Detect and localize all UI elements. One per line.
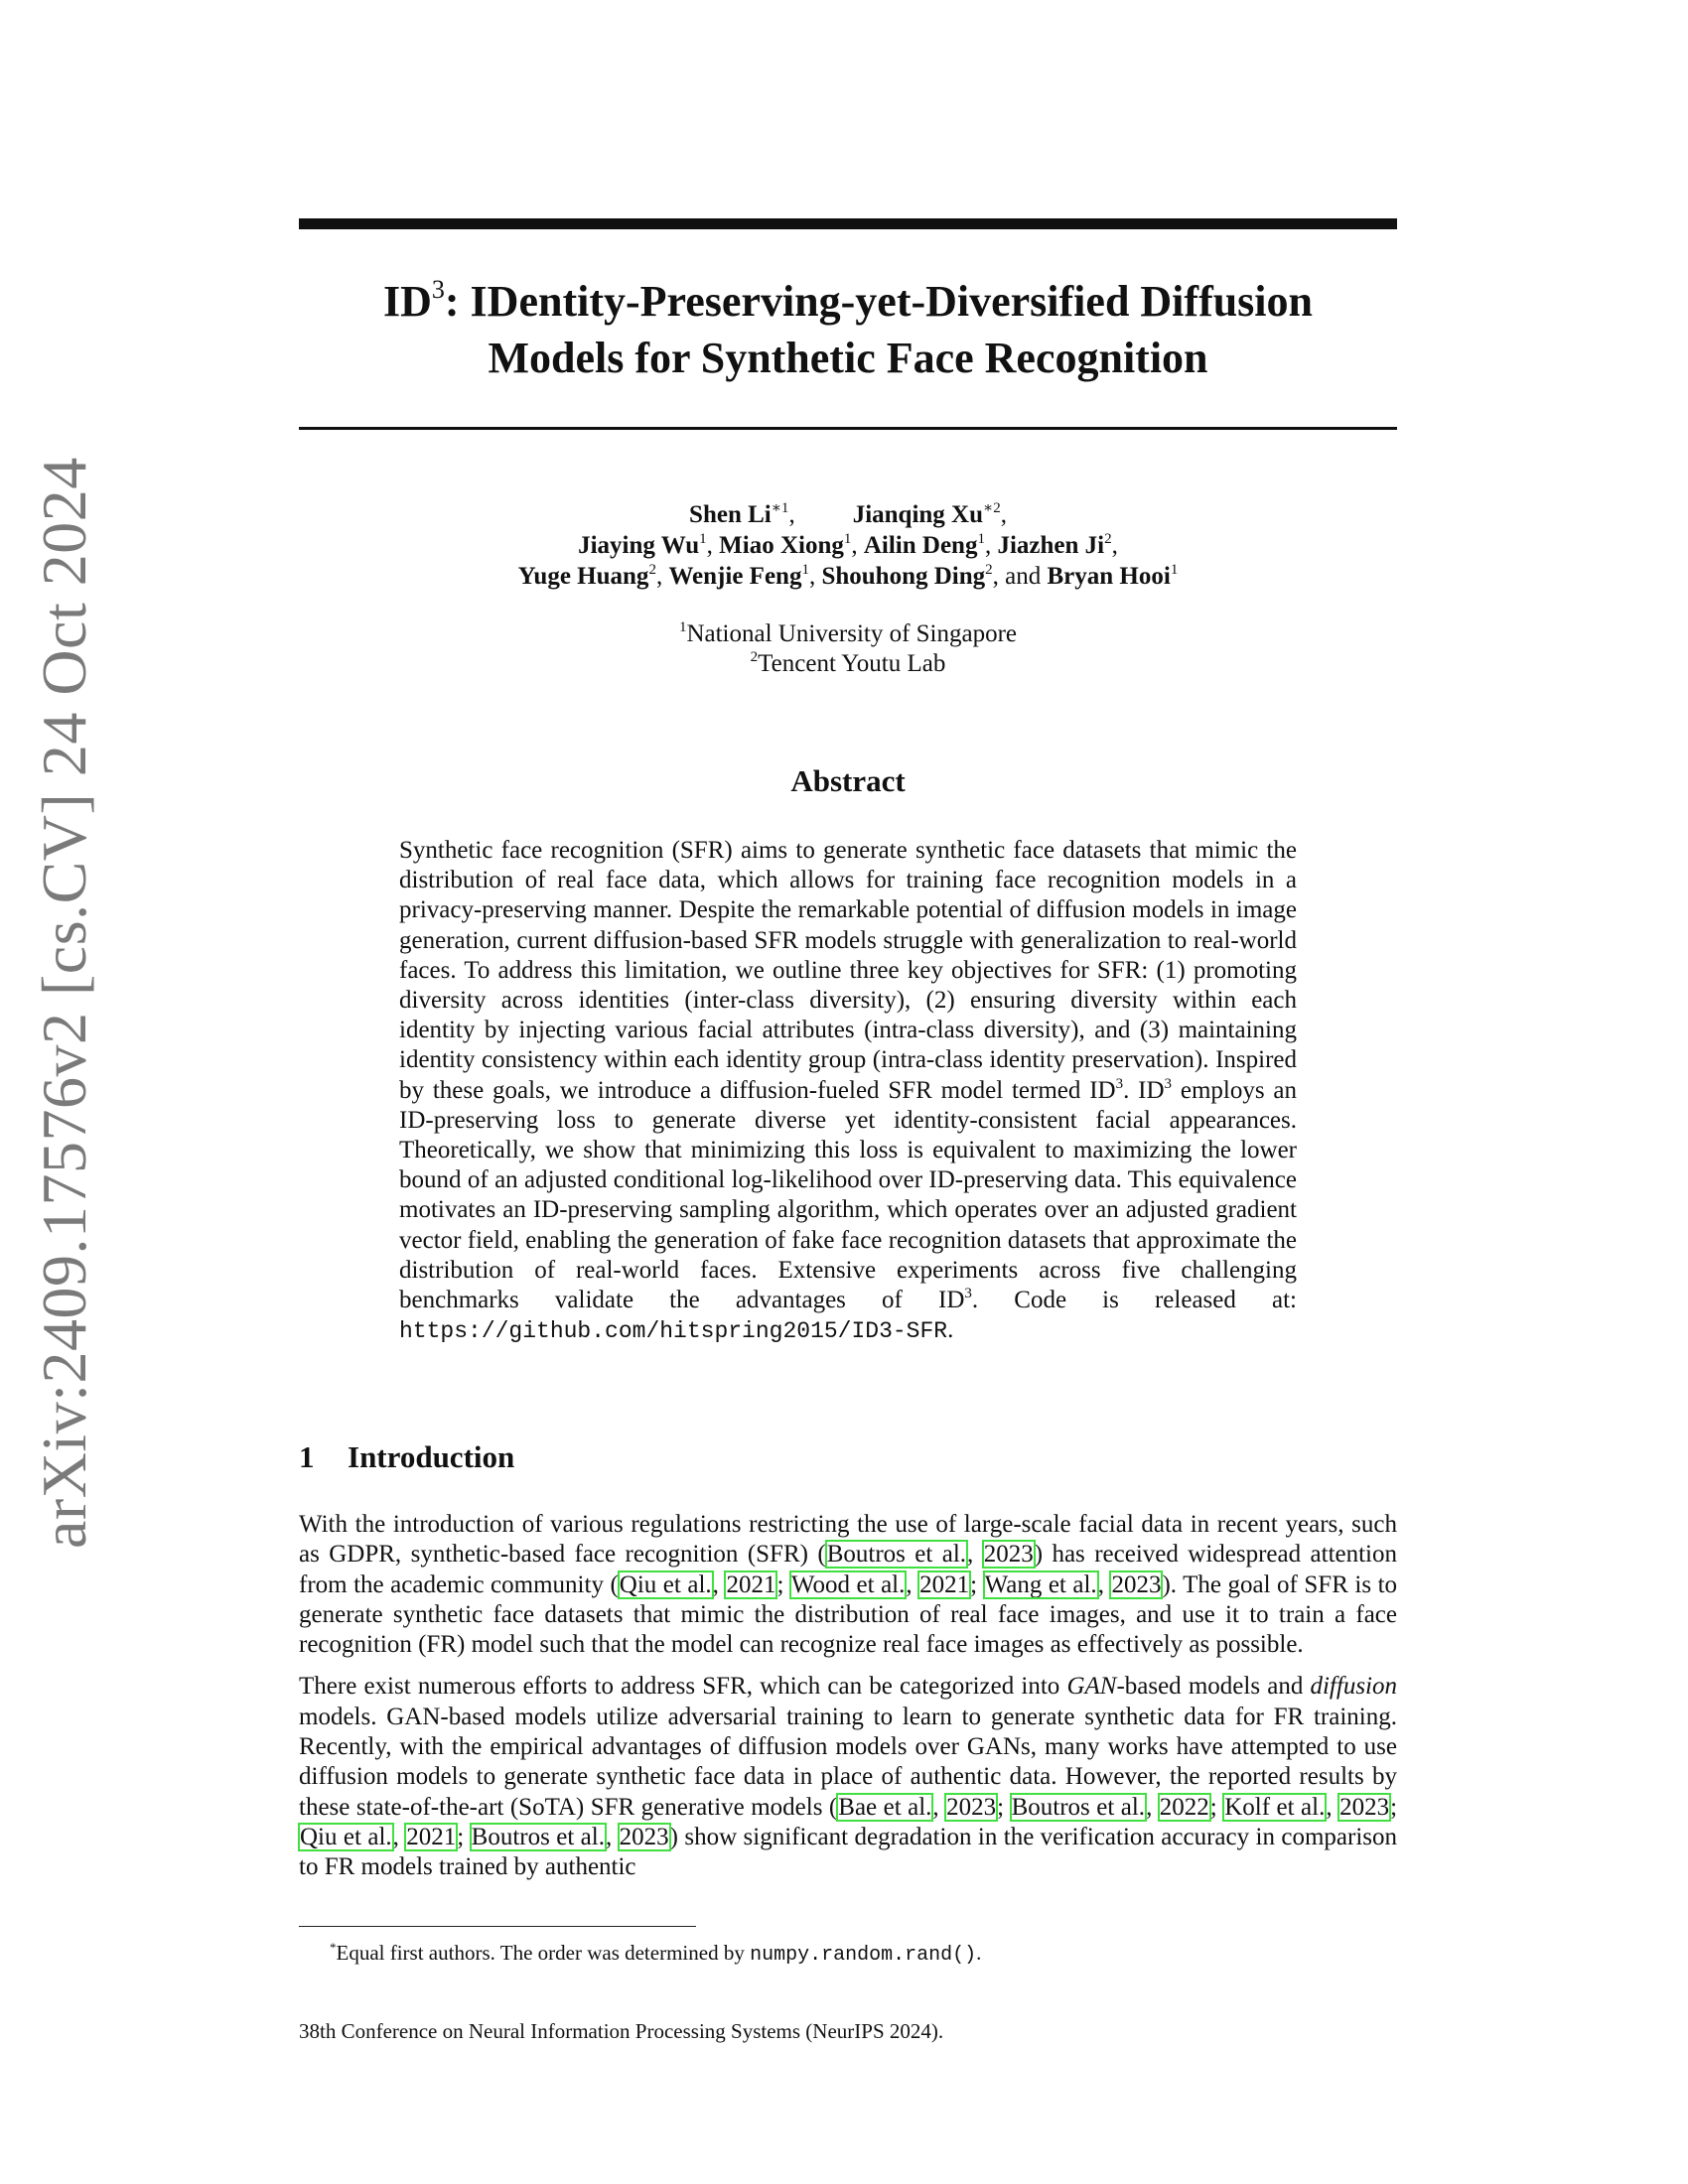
intro-text: With the introduction of various regulations restricting the use of large-scale facial data in recent years, such as GDPR, synthetic-based face recognition (SFR) ( [299,1511,1397,1569]
author-name: Jiazhen Ji [997,532,1105,559]
footnote-mark: * [330,1940,337,1955]
author-name: Jianqing Xu [852,501,983,528]
citation-link[interactable]: Qiu et al. [619,1570,712,1598]
author-mark: 1 [699,531,707,547]
affiliation-name: Tencent Youtu Lab [758,650,946,677]
footnote-text: . [976,1941,982,1965]
citation-link[interactable]: 2023 [1339,1793,1390,1821]
author-name: Shen Li [689,501,772,528]
abstract-body [399,836,1297,1346]
section-number: 1 [299,1439,315,1474]
author-name: Shouhong Ding [821,563,986,590]
intro-text: There exist numerous efforts to address SFR, which can be categorized into [299,1673,1067,1701]
author-mark: 1 [801,562,809,578]
citation-separator: ; [1390,1793,1398,1821]
citation-separator: , [712,1570,726,1598]
affiliation-mark: 2 [750,649,759,665]
arxiv-identifier: arXiv:2409.17576v2 [cs.CV] 24 Oct 2024 [29,457,99,1549]
citation-link[interactable]: 2023 [983,1541,1034,1569]
citation-separator: ; [1209,1793,1224,1821]
affiliation-name: National University of Singapore [686,620,1018,647]
abstract-text: . [947,1316,954,1344]
author-name: Miao Xiong [719,532,844,559]
citation-separator: , [392,1823,406,1850]
author-name: Bryan Hooi [1047,563,1171,590]
citation-link[interactable]: 2021 [919,1570,970,1598]
citation-link[interactable]: 2023 [619,1823,669,1850]
author-list: Shen $Li^{∗1}$, Jianqing $Xu^{∗2}$, Jiaying Wu$^1$, Miao Xiong$^1$, Ailin Deng$^1$, Jiazhen Ji$^2$, Yuge Huang$^2$, Wenjie Feng$^1$, Shouhong Ding$^2$, and Bryan Hooi$^1$ [517,500,1179,590]
citation-separator: , [1097,1570,1111,1598]
venue-line: 38th Conference on Neural Information Processing Systems (NeurIPS 2024). [299,2019,944,2043]
author-mark: 2 [648,562,656,578]
citation-link[interactable]: Kolf et al. [1224,1793,1326,1821]
abstract-text: . ID [1123,1076,1165,1104]
introduction-body [299,1510,1397,1895]
author-mark: 1 [1170,562,1179,578]
intro-text: models. GAN-based models utilize adversarial training to learn to generate synthetic data for FR training. Recently, with the empirical advantages of diffusion models over GANs, many works have attempted to use diffusion models to generate synthetic face data in place of authentic data. However, the reported results by these state-of-the-art (SoTA) SFR generative models ( [299,1703,1397,1821]
citation-separator: ; [457,1823,471,1850]
citation-link[interactable]: Wood et al. [790,1570,906,1598]
affiliation-mark: 1 [678,619,687,635]
author-name: Wenjie Feng [668,563,802,590]
abstract-superscript: 3 [1115,1075,1124,1092]
footnote-rule [299,1926,696,1927]
abstract-text: . Code is released at: [971,1287,1297,1314]
citation-link[interactable]: 2023 [946,1793,997,1821]
citation-separator: , [1326,1793,1339,1821]
citation-separator: ; [970,1570,984,1598]
intro-text: ) has received widespread attention from the academic community ( [299,1541,1398,1598]
citation-separator: ; [776,1570,790,1598]
author-mark: 1 [977,531,985,547]
code-link[interactable]: https://github.com/hitspring2015/ID3-SFR [399,1318,948,1345]
author-mark: 1 [843,531,852,547]
intro-paragraph [299,1672,1397,1882]
title-bottom-rule [299,427,1397,430]
affiliations [299,619,1397,679]
footnote [330,1940,981,1969]
author-mark: ∗2 [983,500,1001,516]
title-id-superscript: 3 [431,275,445,304]
author-name: Ailin Deng [863,532,978,559]
title-id-prefix: ID [382,277,432,326]
abstract-superscript: 3 [1164,1075,1173,1092]
citation-link[interactable]: Bae et al. [838,1793,932,1821]
abstract-text: Synthetic face recognition (SFR) aims to generate synthetic face datasets that mimic the distribution of real face data, which allows for training face recognition models in a privacy-preserving manner. Despite the remarkable potential of diffusion models in image generation, current diffusion-based SFR models struggle with generalization to real-world faces. To address this limitation, we outline three key objectives for SFR: (1) promoting diversity across identities (inter-class diversity), (2) ensuring diversity within each identity by injecting various facial attributes (intra-class diversity), and (3) maintaining identity consistency within each identity group (intra-class identity preservation). Inspired by these goals, we introduce a diffusion-fueled SFR model termed ID [399,837,1297,1104]
affiliation-line [299,619,1397,649]
citation-link[interactable]: 2021 [726,1570,776,1598]
intro-emphasis: GAN [1066,1673,1117,1701]
citation-separator: , [605,1823,619,1850]
citation-link[interactable]: Qiu et al. [300,1823,392,1850]
title-top-rule [299,218,1397,229]
citation-separator: , [1146,1793,1159,1821]
citation-link[interactable]: Boutros et al. [1011,1793,1146,1821]
citation-separator: , [967,1541,983,1569]
footnote-code: numpy.random.rand() [750,1944,977,1967]
affiliation-line [299,649,1397,679]
intro-text: -based models and [1116,1673,1311,1701]
citation-link[interactable]: 2023 [1111,1570,1162,1598]
section-title: Introduction [348,1439,515,1474]
abstract-text: employs an ID-preserving loss to generate diverse yet identity-consistent facial appearances. Theoretically, we show that minimizing this loss is equivalent to maximizing the lower bound of an adjusted conditional log-likelihood over ID-preserving data. This equivalence motivates an ID-preserving sampling algorithm, which operates over an adjusted gradient vector field, enabling the generation of fake face recognition datasets that approximate the distribution of real-world faces. Extensive experiments across five challenging benchmarks validate the advantages of ID [399,1076,1297,1314]
citation-link[interactable]: 2022 [1159,1793,1209,1821]
intro-text: ) show significant degradation in the verification accuracy in comparison to FR models trained by authentic [299,1823,1398,1881]
author-mark: ∗1 [771,500,789,516]
paper-title [299,273,1397,386]
abstract-heading: Abstract [790,763,906,798]
abstract-superscript: 3 [964,1286,972,1302]
title-line2: Models for Synthetic Face Recognition [488,334,1208,382]
title-line1: : IDentity-Preserving-yet-Diversified Diffusion [444,277,1314,326]
author-mark: 2 [1104,531,1112,547]
citation-link[interactable]: Boutros et al. [826,1541,967,1569]
citation-separator: ; [997,1793,1011,1821]
citation-link[interactable]: 2021 [406,1823,457,1850]
citation-separator: , [906,1570,919,1598]
section-heading-introduction [299,1438,514,1476]
author-name: Jiaying Wu [578,532,700,559]
intro-emphasis: diffusion [1310,1673,1397,1701]
citation-link[interactable]: Boutros et al. [471,1823,605,1850]
footnote-text: Equal first authors. The order was determined by [336,1941,751,1965]
citation-separator: , [932,1793,946,1821]
author-name: Yuge Huang [517,563,649,590]
intro-paragraph [299,1510,1397,1660]
author-and: and [1005,563,1042,590]
author-mark: 2 [985,562,993,578]
intro-text: ). The goal of SFR is to generate synthetic face datasets that mimic the distribution of real face images, and use it to train a face recognition (FR) model such that the model can recognize real face images as effectively as possible. [299,1570,1398,1659]
citation-link[interactable]: Wang et al. [984,1570,1097,1598]
